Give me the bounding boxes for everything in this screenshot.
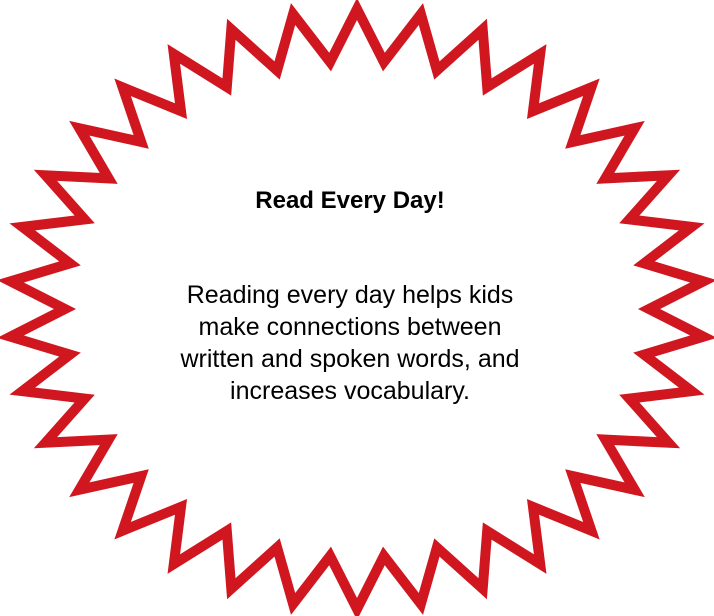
- callout-title: Read Every Day!: [255, 187, 445, 214]
- callout-body-line: written and spoken words, and: [180, 345, 520, 373]
- callout-body-line: Reading every day helps kids: [186, 281, 514, 309]
- callout-body: [90, 279, 610, 407]
- callout-body-line: increases vocabulary.: [230, 377, 470, 405]
- callout-body-line: make connections between: [198, 313, 502, 341]
